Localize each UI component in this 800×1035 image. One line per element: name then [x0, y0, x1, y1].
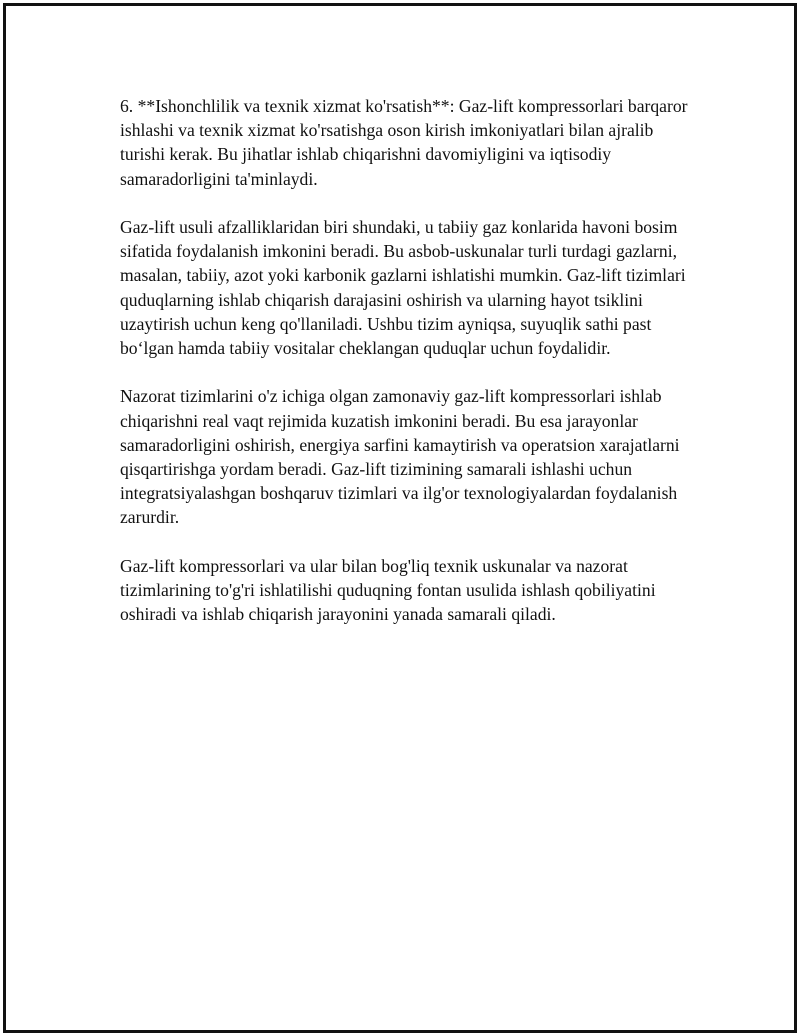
document-body	[120, 94, 700, 651]
paragraph-gas-lift-advantages: Gaz-lift usuli afzalliklaridan biri shundaki, u tabiiy gaz konlarida havoni bosim sifatida foydalanish imkonini beradi. Bu asbob-uskunalar turli turdagi gazlarni, masalan, tabiiy, azot yoki karbonik gazlarni ishlatishi mumkin. Gaz-lift tizimlari quduqlarning ishlab chiqarish darajasini oshirish va ularning hayot tsiklini uzaytirish uchun keng qo'llaniladi. Ushbu tizim ayniqsa, suyuqlik sathi past bo‘lgan hamda tabiiy vositalar cheklangan quduqlar uchun foydalidir.	[120, 217, 686, 359]
paragraph-conclusion: Gaz-lift kompressorlari va ular bilan bog'liq texnik uskunalar va nazorat tizimlarining to'g'ri ishlatilishi quduqning fontan usulida ishlash qobiliyatini oshiradi va ishlab chiqarish jarayonini yanada samarali qiladi.	[120, 555, 656, 625]
paragraph-reliability: 6. **Ishonchlilik va texnik xizmat ko'rsatish**: Gaz-lift kompressorlari barqaror ishlashi va texnik xizmat ko'rsatishga oson kirish imkoniyatlari bilan ajralib turishi kerak. Bu jihatlar ishlab chiqarishni davomiyligini va iqtisodiy samaradorligini ta'minlaydi.	[120, 96, 688, 189]
paragraph-control-systems: Nazorat tizimlarini o'z ichiga olgan zamonaviy gaz-lift kompressorlari ishlab chiqarishni real vaqt rejimida kuzatish imkonini beradi. Bu esa jarayonlar samaradorligini oshirish, energiya sarfini kamaytirish va operatsion xarajatlarni qisqartirishga yordam beradi. Gaz-lift tizimining samarali ishlashi uchun integratsiyalashgan boshqaruv tizimlari va ilg'or texnologiyalardan foydalanish zarurdir.	[120, 386, 680, 528]
document-page	[3, 3, 797, 1033]
